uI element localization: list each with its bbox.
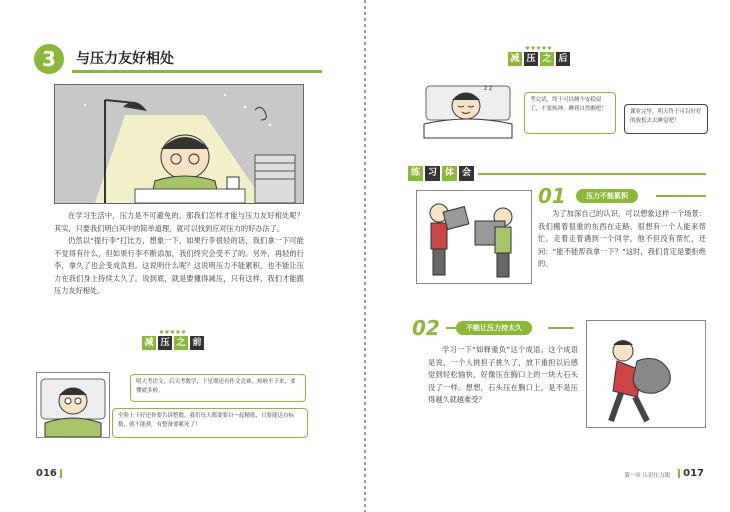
speech-bubble: 课业完毕，明天终于可以好好的放松去去睡觉吧！ [624,104,708,134]
section-number: 01 [538,184,566,208]
section-text [538,208,706,271]
sleeping-boy-drawing [420,76,516,142]
speech-bubble: 明天考语文，后天考数学，下星期还有作文竞赛，烦啦不下来，要懂就多啦。 [130,374,306,402]
paragraph: 仍然以“提行李”打比方，想象一下，如果行李很轻的话，我们拿一下可能不觉得有什么，但如果行李不断添加，我们终究会受不了的。另外，再轻的行李，拿久了也会变成负担。这说明什么呢？这说明压力不能累积，也不能让压力在我们身上持续太久了。说到底，就是要懂得减压，只有这样，我们才能跟压力友好相处。 [54,236,304,295]
page-number-left [36,468,65,479]
svg-text:z z: z z [484,85,493,92]
after-relief-badge [508,46,570,66]
speech-bubble: 全脸上下好还你要告诉整数，我们每天都要要自一起精练，只要能达自标数，就不能弹，有整备要累死了！ [112,408,308,438]
practice-char: 练 [408,166,423,181]
badge-ribbon: ♥♥♥♥♥ [525,46,553,52]
practice-char: 习 [425,166,440,181]
badge-char: 减 [142,336,156,350]
badge-char: 前 [190,336,204,350]
stressed-boy-drawing [37,373,109,437]
badge-char: 后 [556,52,570,66]
section-label: 压力不能累积 [576,189,638,203]
page-number-text: 016 [36,468,57,479]
carrying-boxes-drawing [417,191,531,283]
practice-badge [408,166,474,181]
page-number-text: 017 [683,468,704,479]
chapter-number: 3 [34,44,64,74]
section-rule [656,195,706,197]
studying-at-night-illustration [54,84,304,204]
section-label: 不能让压力持太久 [456,321,532,335]
page-number-bar [60,469,62,478]
badge-char: 之 [540,52,554,66]
carrying-rock-drawing [587,321,705,427]
section-number: 02 [412,316,440,340]
left-page [0,0,364,512]
badge-ribbon: ♥♥♥♥♥ [159,330,187,336]
right-page [366,0,730,512]
carrying-boxes-illustration [416,190,532,284]
running-footer: 第一章 认识压力眼 [624,473,670,479]
before-relief-badge [142,330,204,350]
practice-rule [478,173,706,175]
badge-char: 减 [508,52,522,66]
paragraph: 学习一下“如释重负”这个成语。这个成语是说，一个人挑担子挑久了，放下重担以后感觉到轻松愉快，好像压在胸口上的一块大石头没了一样。想想，石头压在胸口上，是不是压得越久就越难受？ [428,345,578,404]
body-text [54,210,304,298]
section-text [428,344,578,407]
speech-bubble: 考完试，终于可以睡个安稳觉了，不要烦神，睡到自然醒吧！ [524,92,616,134]
practice-char: 会 [459,166,474,181]
carrying-rock-illustration [586,320,706,428]
chapter-title: 与压力友好相处 [76,51,174,67]
badge-char: 压 [158,336,172,350]
badge-char: 压 [524,52,538,66]
paragraph: 在学习生活中，压力是不可避免的。那我们怎样才能与压力友好相处呢？其实，只要我们明白其中的简单道理，就可以找到应对压力的好办法了。 [54,211,304,233]
stressed-boy-illustration [36,372,110,438]
sleeping-boy-illustration [420,76,516,142]
badge-char: 之 [174,336,188,350]
section-rule [446,327,456,329]
studying-at-night-drawing [55,85,303,203]
page-number-right [675,468,704,479]
section-rule [548,327,574,329]
page-number-bar [678,469,680,478]
paragraph: 为了加深自己的认识，可以想象这样一个场景：我们搬着很重的东西在走路，很想有一个人能来帮忙。走着走着遇到一个同学，他不但没有帮忙，还问：“能不能帮我拿一下？”这时，我们肯定是要拒绝的。 [538,209,706,268]
practice-char: 体 [442,166,457,181]
chapter-title-rule [72,70,322,73]
